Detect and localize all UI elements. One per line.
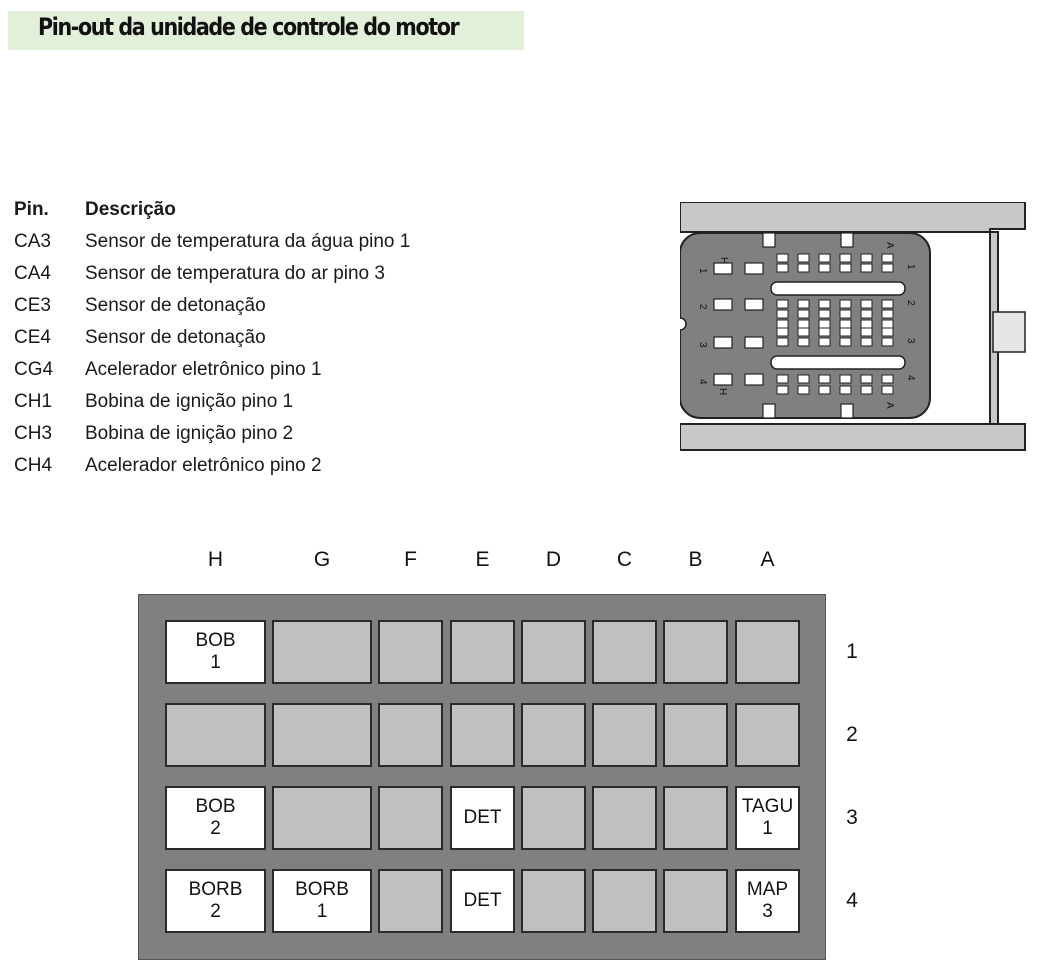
pin-cell-label: BORB 1 <box>295 879 349 922</box>
pin-column-header: Pin. <box>14 199 49 220</box>
pin-cell-d3 <box>521 786 586 850</box>
pin-cell-d2 <box>521 703 586 767</box>
pin-cell-a2 <box>735 703 800 767</box>
pin-cell-h4 <box>165 869 266 933</box>
grid-column-label: H <box>207 548 224 571</box>
connector-small-slot <box>840 375 851 383</box>
connector-bar-upper <box>771 282 905 295</box>
pin-cell-b4 <box>663 869 728 933</box>
connector-small-slot <box>777 264 788 272</box>
description-column-header: Descrição <box>85 199 176 220</box>
connector-small-slot <box>819 338 830 346</box>
connector-small-slot <box>819 264 830 272</box>
connector-small-slot <box>861 338 872 346</box>
pin-cell-e4 <box>450 869 515 933</box>
connector-small-slot <box>840 338 851 346</box>
connector-right-number: 4 <box>905 375 916 381</box>
connector-small-slot <box>777 386 788 394</box>
grid-column-label: B <box>688 548 703 571</box>
connector-small-slot <box>798 375 809 383</box>
pin-cell-c3 <box>592 786 657 850</box>
connector-small-slot <box>882 264 893 272</box>
pin-cell-e2 <box>450 703 515 767</box>
connector-top-letter-h: H <box>718 257 729 265</box>
connector-small-slot <box>861 264 872 272</box>
connector-large-slot <box>714 374 732 385</box>
pin-cell-b2 <box>663 703 728 767</box>
grid-column-label: C <box>616 548 633 571</box>
connector-small-slot <box>882 375 893 383</box>
connector-large-slot <box>745 374 763 385</box>
pin-cell-e3 <box>450 786 515 850</box>
pin-code: CE4 <box>14 327 51 348</box>
connector-small-slot <box>882 386 893 394</box>
connector-small-slot <box>861 320 872 328</box>
pin-cell-label: TAGU 1 <box>741 796 794 839</box>
connector-notch <box>763 404 775 418</box>
pin-cell-f2 <box>378 703 443 767</box>
connector-small-slot <box>819 328 830 336</box>
grid-column-label: G <box>313 548 331 571</box>
connector-small-slot <box>798 328 809 336</box>
pin-cell-c1 <box>592 620 657 684</box>
pin-cell-g3 <box>272 786 372 850</box>
connector-illustration <box>680 202 1028 452</box>
connector-small-slot <box>798 310 809 318</box>
connector-small-slot <box>840 254 851 262</box>
connector-bottom-letter-h: H <box>717 388 728 396</box>
grid-row-label: 2 <box>846 723 858 746</box>
connector-large-slot <box>745 337 763 348</box>
connector-small-slot <box>882 338 893 346</box>
connector-small-slot <box>861 310 872 318</box>
connector-small-slot <box>798 386 809 394</box>
connector-small-slot <box>777 328 788 336</box>
pin-description: Acelerador eletrônico pino 1 <box>85 359 322 380</box>
connector-bar-lower <box>771 356 905 369</box>
grid-column-label: F <box>404 548 417 571</box>
connector-small-slot <box>861 375 872 383</box>
pin-description: Sensor de temperatura do ar pino 3 <box>85 263 385 284</box>
connector-small-slot <box>840 320 851 328</box>
connector-large-slot <box>714 299 732 310</box>
pin-cell-h1 <box>165 620 266 684</box>
pin-cell-c2 <box>592 703 657 767</box>
connector-large-slot <box>714 337 732 348</box>
page-title: Pin-out da unidade de controle do motor <box>38 13 459 41</box>
connector-top-letter-a: A <box>884 242 895 249</box>
pin-cell-label: BORB 2 <box>188 879 243 922</box>
connector-small-slot <box>777 254 788 262</box>
connector-small-slot <box>798 254 809 262</box>
connector-key-notch <box>680 318 686 330</box>
connector-small-slot <box>840 328 851 336</box>
connector-small-slot <box>840 386 851 394</box>
pin-description: Acelerador eletrônico pino 2 <box>85 455 322 476</box>
grid-column-label: A <box>760 548 775 571</box>
connector-small-slot <box>882 254 893 262</box>
connector-small-slot <box>798 300 809 308</box>
connector-right-number: 2 <box>905 300 916 306</box>
connector-small-slot <box>777 375 788 383</box>
connector-right-number: 3 <box>905 338 916 344</box>
pin-cell-f4 <box>378 869 443 933</box>
pin-cell-g4 <box>272 869 372 933</box>
connector-left-number: 3 <box>697 342 708 348</box>
pin-code: CG4 <box>14 359 54 380</box>
connector-small-slot <box>819 254 830 262</box>
connector-large-slot <box>745 299 763 310</box>
pin-cell-e1 <box>450 620 515 684</box>
pin-cell-a1 <box>735 620 800 684</box>
connector-small-slot <box>840 310 851 318</box>
connector-small-slot <box>819 320 830 328</box>
pin-code: CH4 <box>14 455 53 476</box>
connector-large-slot <box>745 263 763 274</box>
pin-cell-f3 <box>378 786 443 850</box>
connector-small-slot <box>861 328 872 336</box>
pin-code: CE3 <box>14 295 51 316</box>
pin-cell-a4 <box>735 869 800 933</box>
connector-small-slot <box>861 386 872 394</box>
connector-notch <box>841 404 853 418</box>
grid-column-label: E <box>475 548 490 571</box>
connector-small-slot <box>819 300 830 308</box>
pin-cell-label: BOB 2 <box>195 796 236 839</box>
pin-cell-label: DET <box>463 807 502 828</box>
connector-small-slot <box>798 320 809 328</box>
pin-cell-h2 <box>165 703 266 767</box>
pin-cell-g2 <box>272 703 372 767</box>
connector-small-slot <box>819 375 830 383</box>
connector-small-slot <box>777 338 788 346</box>
connector-small-slot <box>798 264 809 272</box>
pin-cell-a3 <box>735 786 800 850</box>
connector-small-slot <box>777 310 788 318</box>
connector-small-slot <box>819 386 830 394</box>
connector-small-slot <box>777 300 788 308</box>
connector-small-slot <box>840 264 851 272</box>
connector-small-slot <box>819 310 830 318</box>
pin-code: CH1 <box>14 391 53 412</box>
connector-left-number: 2 <box>697 304 708 310</box>
connector-left-number: 1 <box>697 268 708 274</box>
connector-small-slot <box>882 320 893 328</box>
connector-small-slot <box>882 300 893 308</box>
connector-small-slot <box>882 310 893 318</box>
pin-description: Bobina de ignição pino 1 <box>85 391 294 412</box>
pin-description: Sensor de temperatura da água pino 1 <box>85 231 411 252</box>
connector-notch <box>763 233 775 247</box>
grid-row-label: 1 <box>846 640 858 663</box>
connector-large-slot <box>714 263 732 274</box>
pin-cell-label: BOB 1 <box>195 630 236 673</box>
connector-small-slot <box>798 338 809 346</box>
connector-small-slot <box>882 328 893 336</box>
grid-row-label: 4 <box>846 889 858 912</box>
pin-cell-c4 <box>592 869 657 933</box>
grid-column-label: D <box>545 548 562 571</box>
pin-cell-f1 <box>378 620 443 684</box>
connector-left-number: 4 <box>697 379 708 385</box>
grid-row-label: 3 <box>846 806 858 829</box>
pin-cell-d1 <box>521 620 586 684</box>
connector-small-slot <box>840 300 851 308</box>
connector-small-slot <box>861 300 872 308</box>
pin-cell-d4 <box>521 869 586 933</box>
pin-cell-g1 <box>272 620 372 684</box>
pin-code: CA4 <box>14 263 51 284</box>
pin-cell-b3 <box>663 786 728 850</box>
connector-right-number: 1 <box>905 264 916 270</box>
pin-cell-h3 <box>165 786 266 850</box>
pin-code: CH3 <box>14 423 53 444</box>
pin-cell-label: MAP 3 <box>746 879 789 922</box>
pin-cell-b1 <box>663 620 728 684</box>
pin-description: Bobina de ignição pino 2 <box>85 423 294 444</box>
pin-cell-label: DET <box>463 890 502 911</box>
connector-bottom-letter-a: A <box>884 402 895 409</box>
connector-small-slot <box>777 320 788 328</box>
connector-latch <box>993 312 1025 352</box>
connector-small-slot <box>861 254 872 262</box>
pin-description: Sensor de detonação <box>85 295 266 316</box>
connector-notch <box>841 233 853 247</box>
pin-code: CA3 <box>14 231 51 252</box>
pin-description: Sensor de detonação <box>85 327 266 348</box>
